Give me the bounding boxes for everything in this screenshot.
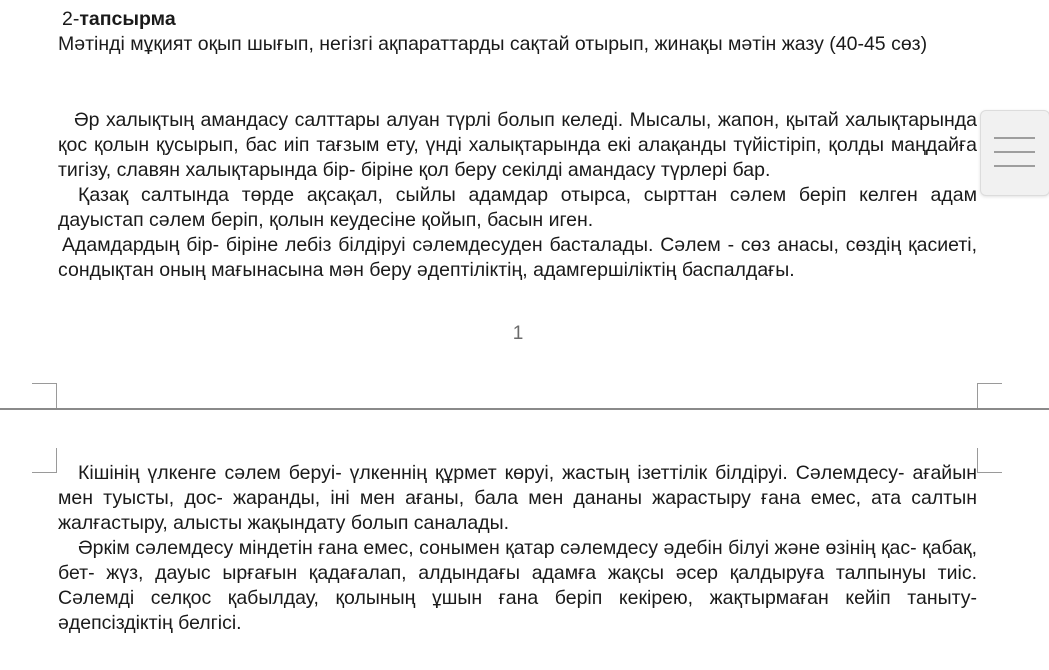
paragraph-greeting-meaning: Адамдардың бір- біріне лебіз білдіруі сәлемдесуден басталады. Сәлем - сөз анасы, сөздің қасиеті, сондықтан оның мағынасына мән беру әдептіліктің, адамгершіліктің баспалдағы. [58,234,977,281]
hamburger-menu-button[interactable] [980,110,1049,196]
page2-body [58,461,977,636]
task-word: тапсырма [79,8,176,30]
paragraph-greeting-customs: Әр халықтың амандасу салттары алуан түрлі болып келеді. Мысалы, жапон, қытай халықтарында қос қолын қусырып, бас иіп тағзым ету, үнді халықтарында екі алақанды түйістіріп, қолды маңдайға тигізу, славян халықтарында бір- біріне қол беру секілді амандасу түрлері бар. [58,109,977,181]
crop-mark-top-right [977,448,1002,473]
page1-body [58,108,977,283]
crop-mark-bottom-right [977,383,1002,408]
paragraph-respect-elders: Кішінің үлкенге сәлем беруі- үлкеннің құрмет көруі, жастың ізеттілік білдіруі. Сәлемдесу- ағайын мен туысты, дос- жаранды, іні мен ағаны, бала мен дананы жарастыру ғана емес, ата салтын жалғастыру, алысты жақындату болып саналады. [58,462,977,534]
paragraph-kazakh-custom: Қазақ салтында төрде ақсақал, сыйлы адамдар отырса, сырттан сәлем беріп келген адам дауыстап сәлем беріп, қолын кеудесіне қойып, басын иген. [58,184,977,231]
crop-mark-bottom-left [32,383,57,408]
paragraph-greeting-etiquette: Әркім сәлемдесу міндетін ғана емес, сонымен қатар сәлемдесу әдебін білуі және өзінің қас- қабақ, бет- жүз, дауыс ырғағын қадағалап, алдындағы адамға жақсы әсер қалдыруға талпынуы тиіс. Сәлемді селқос қабылдау, қолының ұшын ғана беріп кекірею, жақтырмаған кейіп таныту- әдепсіздіктің белгісі. [58,537,977,634]
task-number: 2- [62,8,80,30]
task-instruction [58,32,977,57]
task-heading [62,7,176,32]
crop-mark-top-left [32,448,57,473]
instruction-text: Мәтінді мұқият оқып шығып, негізгі ақпараттарды сақтай отырып, жинақы мәтін жазу (40-45 сөз) [58,33,928,55]
page-number: 1 [512,323,524,344]
